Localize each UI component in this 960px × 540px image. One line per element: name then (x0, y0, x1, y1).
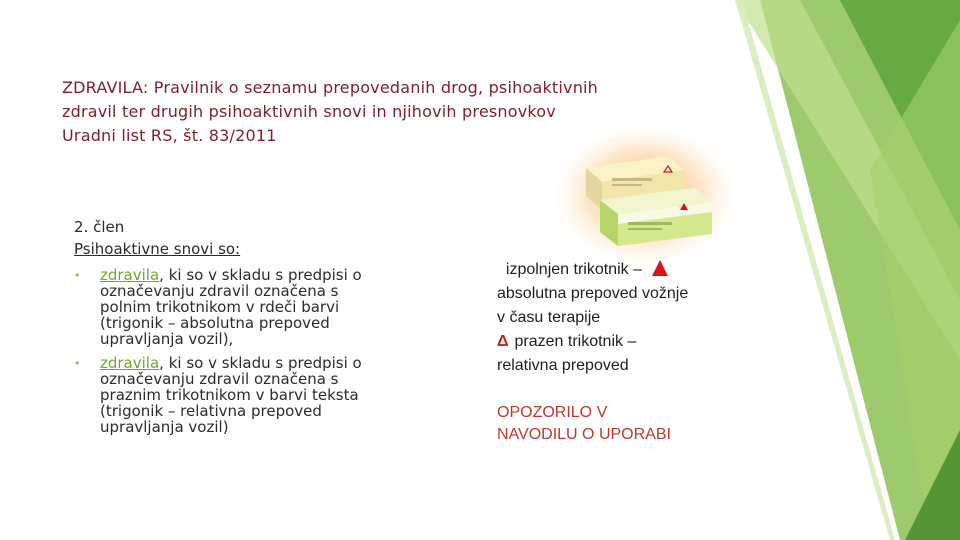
list-item (74, 267, 434, 347)
article-subheading: Psihoaktivne snovi so: (74, 240, 241, 258)
legend-text-line: prazen trikotnik – (514, 333, 637, 350)
list-item-text: , ki so v skladu s predpisi o (159, 354, 362, 372)
list-item-text: praznim trikotnikom v barvi teksta (100, 386, 359, 404)
bullet-icon: • (74, 357, 81, 370)
warning-line: OPOZORILO V (497, 404, 608, 421)
term-link[interactable]: zdravila (100, 266, 160, 284)
legend-text-line: izpolnjen trikotnik – (505, 261, 642, 278)
list-item-text: (trigonik – absolutna prepoved (100, 314, 330, 332)
term-link[interactable]: zdravila (100, 354, 160, 372)
list-item (74, 355, 434, 435)
list-item-text: označevanju zdravil označena s (100, 282, 339, 300)
title-line-3: Uradni list RS, št. 83/2011 (62, 126, 277, 145)
title-line-1: ZDRAVILA: Pravilnik o seznamu prepovedanih drog, psihoaktivnih (62, 78, 599, 97)
warning-line: NAVODILU O UPORABI (497, 426, 671, 443)
legend-line (497, 258, 767, 282)
list-item-text: , ki so v skladu s predpisi o (159, 266, 362, 284)
title-line-2: zdravil ter drugih psihoaktivnih snovi in njihovih presnovkov (62, 102, 556, 121)
legend-text-line: relativna prepoved (497, 357, 629, 374)
list-item-text: (trigonik – relativna prepoved (100, 402, 322, 420)
legend-line (497, 330, 767, 354)
list-item-text: označevanju zdravil označena s (100, 370, 339, 388)
legend-text (497, 258, 767, 446)
article-text (74, 216, 434, 443)
article-heading: 2. člen (74, 218, 125, 236)
bullet-list (74, 267, 434, 435)
list-item-text: upravljanja vozil), (100, 330, 234, 348)
list-item-text: polnim trikotnikom v rdeči barvi (100, 298, 340, 316)
warning-text (497, 402, 767, 446)
legend-text-line: absolutna prepoved vožnje (497, 285, 689, 302)
medicine-boxes-image (556, 126, 734, 264)
legend-text-line: v času terapije (497, 309, 601, 326)
list-item-text: upravljanja vozil) (100, 418, 229, 436)
bullet-icon: • (74, 269, 81, 282)
empty-triangle-icon: Δ (497, 333, 509, 350)
filled-red-triangle-icon (652, 260, 668, 276)
